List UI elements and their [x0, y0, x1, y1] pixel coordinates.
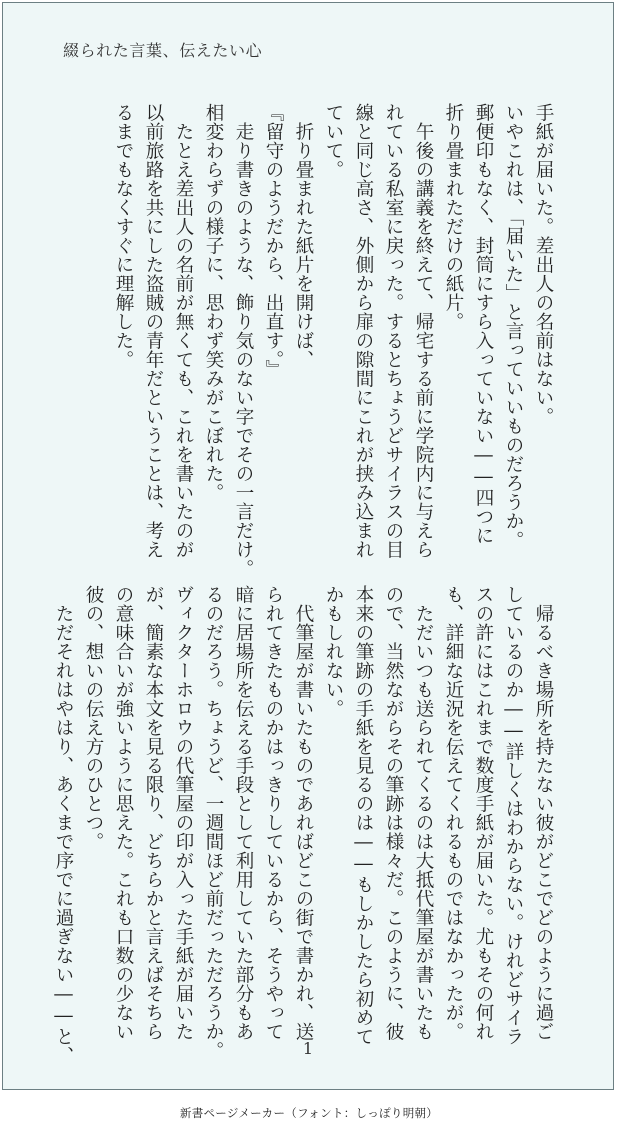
page-title: 綴られた言葉、伝えたい心	[63, 41, 263, 60]
text-line: 手紙が届いた。差出人の名前はない。	[533, 103, 554, 426]
text-line: 以前旅路を共にした盗賊の青年だということは、考え	[143, 103, 164, 559]
text-line: スの許にはこれまで数度手紙が届いた。尤もその何れ	[473, 585, 494, 1041]
text-line: ただいつも送られてくるのは大抵代筆屋が書いたも	[413, 603, 434, 1041]
text-line: 暗に居場所を伝える手段として利用していた部分もあ	[233, 585, 254, 1041]
book-page	[2, 2, 614, 1090]
text-line: るのだろう。ちょうど、一週間ほど前だっただろうか。	[203, 585, 224, 1060]
text-line: 代筆屋が書いたものであればどこの街で書かれ、送	[293, 603, 314, 1041]
text-line: るまでもなくすぐに理解した。	[113, 103, 134, 369]
text-line: 彼の、想いの伝え方のひとつ。	[83, 585, 104, 851]
text-line: 『留守のようだから、出直す。』	[263, 103, 284, 379]
text-line: ヴィクターホロウの代筆屋の印が入った手紙が届いた	[173, 585, 194, 1041]
text-line: 走り書きのような、飾り気のない字でその一言だけ。	[233, 121, 254, 578]
text-line: 午後の講義を終えて、帰宅する前に学院内に与えら	[413, 121, 434, 559]
text-line: が、簡素な本文を見る限り、どちらかと言えばそちら	[143, 585, 164, 1041]
page-number: 1	[302, 1039, 314, 1058]
text-line: たとえ差出人の名前が無くても、これを書いたのが	[173, 121, 194, 559]
text-line: れている私室に戻った。するとちょうどサイラスの目	[383, 103, 404, 559]
text-line: ただそれはやはり、あくまで序でに過ぎない――と、	[53, 603, 74, 1065]
text-line: 帰るべき場所を持たない彼がどこでどのように過ご	[533, 603, 554, 1041]
footer-credit: 新書ページメーカー（フォント：しっぽり明朝）	[179, 1106, 439, 1120]
text-line: しているのか――詳しくはわからない。けれどサイラ	[503, 585, 524, 1046]
text-line: 本来の筆跡の手紙を見るのは――もしかしたら初めて	[353, 585, 374, 1046]
text-line: ので、当然ながらその筆跡は様々だ。このように、彼	[383, 585, 404, 1041]
text-line: も、詳細な近況を伝えてくれるものではなかったが。	[443, 585, 464, 1041]
text-line: の意味合いが強いように思えた。これも口数の少ない	[113, 585, 134, 1041]
text-block-lower	[53, 585, 558, 1065]
text-line: 線と同じ高さ、外側から扉の隙間にこれが挟み込まれ	[353, 103, 374, 559]
text-block-upper	[58, 103, 558, 578]
text-line: 相変わらずの様子に、思わず笑みがこぼれた。	[203, 103, 224, 502]
text-line: いやこれは、「届いた」と言っていいものだろうか。	[503, 103, 524, 550]
text-line: かもしれない。	[323, 585, 344, 718]
text-line: 折り畳まれた紙片を開けば、	[293, 121, 314, 369]
text-line: 郵便印もなく、封筒にすら入っていない――四つに	[473, 103, 494, 545]
text-line: られてきたものかはっきりしているから、そうやって	[263, 585, 284, 1041]
text-line: ていて。	[323, 103, 344, 179]
text-line: 折り畳まれただけの紙片。	[443, 103, 464, 331]
